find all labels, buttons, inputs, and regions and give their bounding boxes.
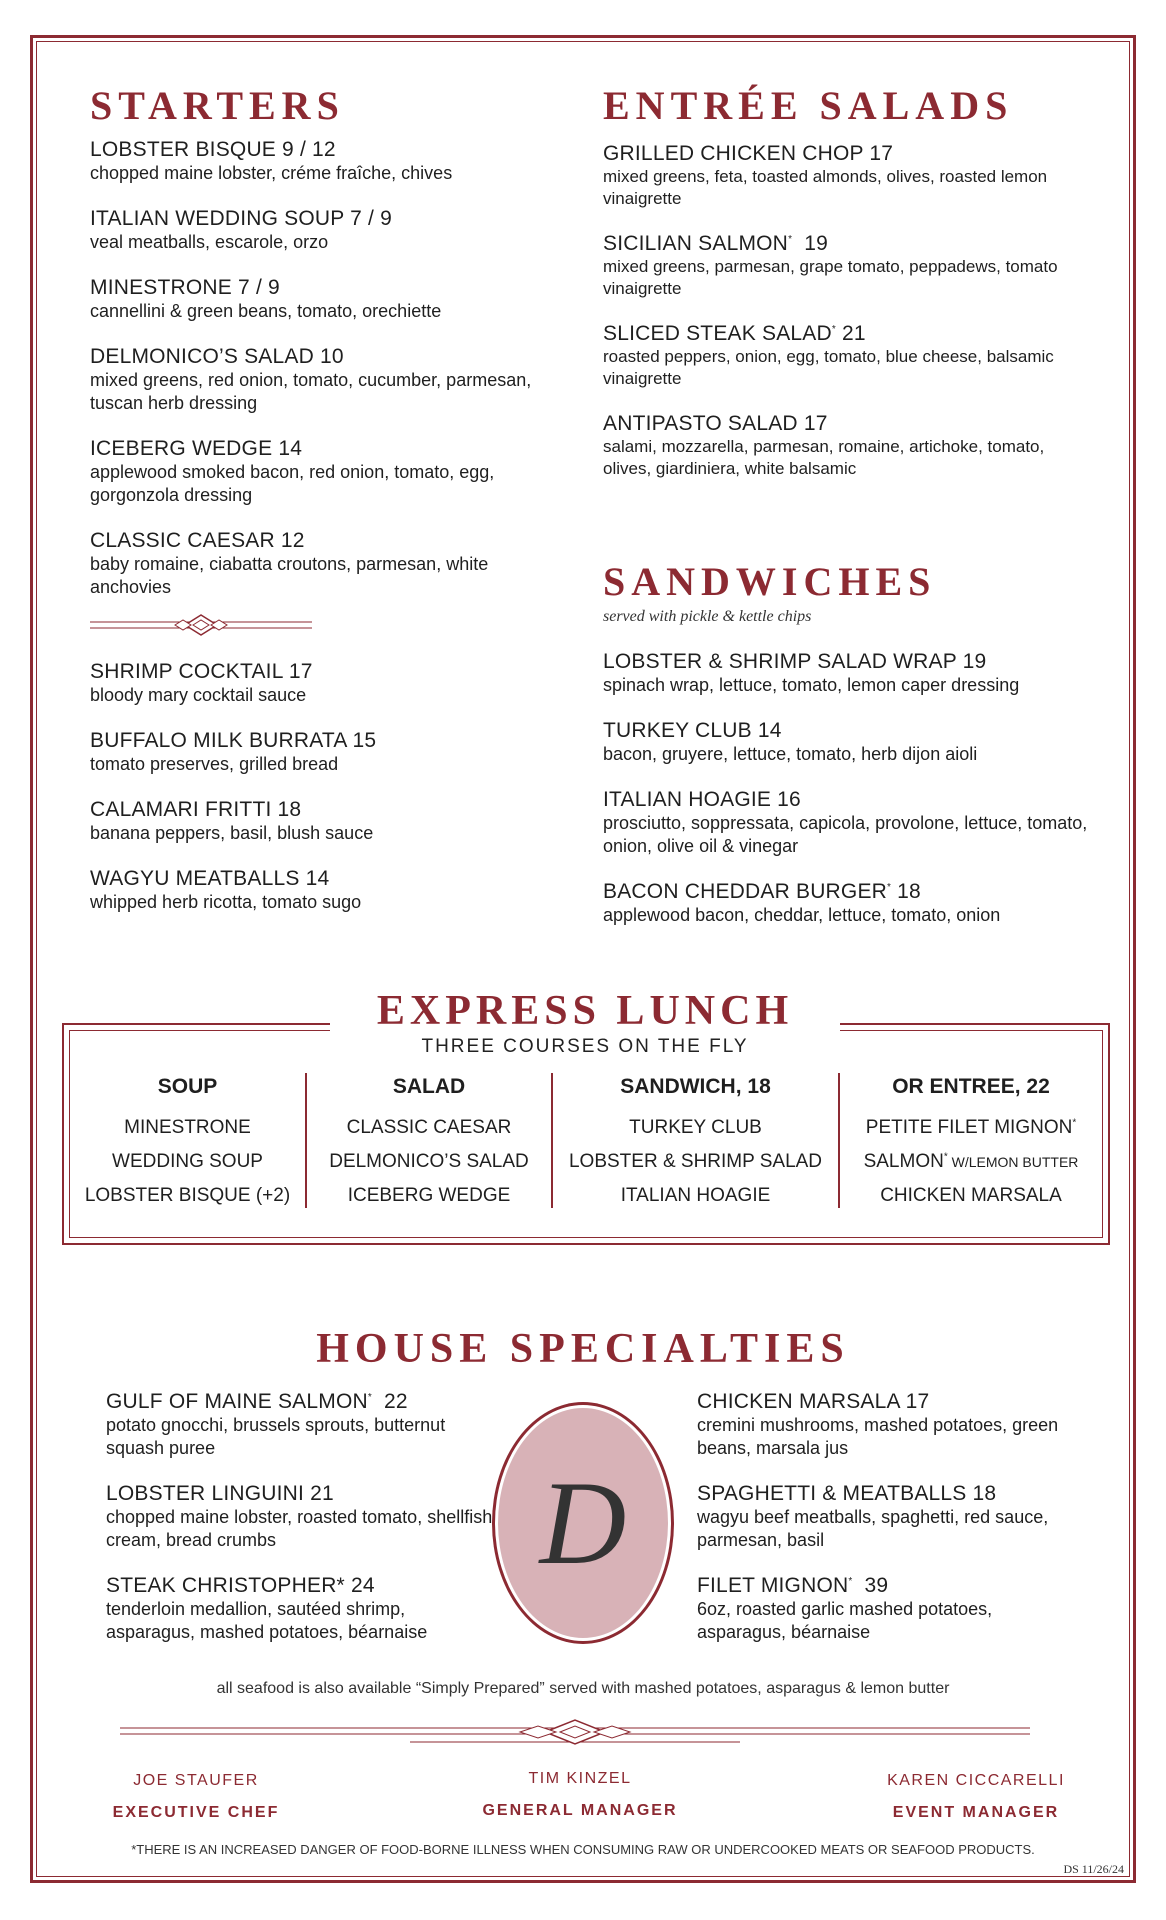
menu-item-description: salami, mozzarella, parmesan, romaine, artichoke, tomato, olives, giardiniera, white balsamic xyxy=(603,437,1045,478)
asterisk-mark: * xyxy=(887,882,892,893)
menu-item-name: CHICKEN MARSALA 17 xyxy=(697,1390,930,1413)
entree-salads-title: ENTRÉE SALADS xyxy=(603,83,1014,128)
menu-item-description: mixed greens, feta, toasted almonds, olives, roasted lemon vinaigrette xyxy=(603,167,1048,208)
menu-item-name: GRILLED CHICKEN CHOP 17 xyxy=(603,142,894,165)
express-option: ICEBERG WEDGE xyxy=(347,1185,511,1206)
menu-item-name: LOBSTER LINGUINI 21 xyxy=(106,1482,334,1505)
menu-item xyxy=(603,788,1103,858)
express-salad-column xyxy=(307,1075,551,1213)
staff-name: JOE STAUFER xyxy=(133,1772,259,1789)
express-option-text: PETITE FILET MIGNON xyxy=(865,1117,1073,1138)
menu-item-name: WAGYU MEATBALLS 14 xyxy=(90,867,330,890)
menu-item-description: applewood bacon, cheddar, lettuce, tomato, onion xyxy=(603,905,1001,925)
menu-item-description: chopped maine lobster, créme fraîche, chives xyxy=(90,163,453,183)
staff-name: KAREN CICCARELLI xyxy=(887,1772,1065,1789)
menu-item-description: banana peppers, basil, blush sauce xyxy=(90,823,374,843)
ornament-divider xyxy=(90,612,312,638)
sandwiches-subtitle: served with pickle & kettle chips xyxy=(603,608,812,625)
asterisk-mark: * xyxy=(943,1151,948,1163)
starters-section xyxy=(90,83,560,621)
menu-item-name: ITALIAN WEDDING SOUP 7 / 9 xyxy=(90,207,392,230)
express-option: LOBSTER & SHRIMP SALAD xyxy=(568,1151,823,1172)
delmonicos-logo xyxy=(495,1405,671,1641)
express-option: TURKEY CLUB xyxy=(629,1117,762,1138)
menu-item-name: LOBSTER & SHRIMP SALAD WRAP 19 xyxy=(603,650,987,673)
asterisk-mark: * xyxy=(1072,1117,1077,1129)
express-option-text: SALMON xyxy=(863,1151,944,1172)
menu-item xyxy=(106,1574,496,1644)
menu-item xyxy=(603,719,1103,766)
menu-item-name: SPAGHETTI & MEATBALLS 18 xyxy=(697,1482,997,1505)
menu-item xyxy=(697,1574,1077,1644)
menu-item xyxy=(697,1390,1077,1460)
menu-item-description: tomato preserves, grilled bread xyxy=(90,754,339,774)
asterisk-mark: * xyxy=(367,1392,372,1403)
menu-item-description: 6oz, roasted garlic mashed potatoes, asparagus, béarnaise xyxy=(697,1599,993,1642)
menu-item-description: bacon, gruyere, lettuce, tomato, herb dijon aioli xyxy=(603,744,978,764)
menu-item xyxy=(106,1482,496,1552)
menu-item-name: CALAMARI FRITTI 18 xyxy=(90,798,302,821)
express-option: CLASSIC CAESAR xyxy=(346,1117,512,1138)
starters-section-2 xyxy=(90,660,560,936)
menu-item xyxy=(603,322,1083,390)
staff-role: EVENT MANAGER xyxy=(892,1804,1060,1821)
staff-member xyxy=(76,1772,316,1822)
menu-item-description: cannellini & green beans, tomato, orechiette xyxy=(90,301,442,321)
menu-item-description: chopped maine lobster, roasted tomato, shellfish cream, bread crumbs xyxy=(106,1507,493,1550)
menu-item-description: prosciutto, soppressata, capicola, provolone, lettuce, tomato, onion, olive oil & vinegar xyxy=(603,813,1088,856)
menu-item xyxy=(90,798,560,845)
menu-item-name: TURKEY CLUB 14 xyxy=(603,719,782,742)
menu-item-name: FILET MIGNON* 39 xyxy=(697,1574,889,1597)
express-option: ITALIAN HOAGIE xyxy=(620,1185,771,1206)
food-safety-disclaimer: *THERE IS AN INCREASED DANGER OF FOOD-BORNE ILLNESS WHEN CONSUMING RAW OR UNDERCOOKED MEATS OR SEAFOOD PRODUCTS. xyxy=(131,1842,1035,1857)
menu-item xyxy=(90,207,560,254)
staff-role: GENERAL MANAGER xyxy=(482,1802,678,1819)
menu-item-name: SHRIMP COCKTAIL 17 xyxy=(90,660,313,683)
asterisk-mark: * xyxy=(848,1576,853,1587)
menu-item-name: SLICED STEAK SALAD* 21 xyxy=(603,322,866,345)
sandwiches-section xyxy=(603,559,1103,949)
ornament-divider-wide xyxy=(120,1718,1030,1754)
express-soup-head: SOUP xyxy=(157,1075,218,1098)
menu-item-name: SICILIAN SALMON* 19 xyxy=(603,232,828,255)
express-soup-column xyxy=(70,1075,305,1213)
menu-item-name: ITALIAN HOAGIE 16 xyxy=(603,788,801,811)
menu-item xyxy=(106,1390,496,1460)
express-option: MINESTRONE xyxy=(124,1117,251,1138)
menu-item xyxy=(90,729,560,776)
menu-item xyxy=(603,650,1103,697)
menu-item-description: mixed greens, parmesan, grape tomato, peppadews, tomato vinaigrette xyxy=(603,257,1058,298)
menu-item-description: spinach wrap, lettuce, tomato, lemon caper dressing xyxy=(603,675,1020,695)
menu-item-name: BACON CHEDDAR BURGER* 18 xyxy=(603,880,921,903)
menu-item-description: potato gnocchi, brussels sprouts, butternut squash puree xyxy=(106,1415,446,1458)
specialties-left xyxy=(106,1390,496,1666)
menu-item-name: ICEBERG WEDGE 14 xyxy=(90,437,303,460)
express-salad-head: SALAD xyxy=(392,1075,466,1098)
menu-item xyxy=(603,412,1083,480)
express-sandwich-head: SANDWICH, 18 xyxy=(620,1075,771,1098)
staff-member xyxy=(460,1770,700,1820)
menu-item-name: DELMONICO’S SALAD 10 xyxy=(90,345,344,368)
menu-item xyxy=(90,276,560,323)
menu-item-name: GULF OF MAINE SALMON* 22 xyxy=(106,1390,408,1413)
menu-item-description: bloody mary cocktail sauce xyxy=(90,685,307,705)
staff-member xyxy=(856,1772,1096,1822)
menu-item-name: ANTIPASTO SALAD 17 xyxy=(603,412,828,435)
express-lunch-header xyxy=(330,990,840,1058)
express-entree-head: OR ENTREE, 22 xyxy=(892,1075,1050,1098)
menu-item xyxy=(697,1482,1077,1552)
menu-item xyxy=(603,232,1083,300)
staff-name: TIM KINZEL xyxy=(528,1770,632,1787)
express-lunch-title: EXPRESS LUNCH xyxy=(376,988,794,1034)
menu-item-description: baby romaine, ciabatta croutons, parmesan, white anchovies xyxy=(90,554,489,597)
house-specialties-title: HOUSE SPECIALTIES xyxy=(316,1326,850,1372)
menu-item-description: roasted peppers, onion, egg, tomato, blue cheese, balsamic vinaigrette xyxy=(603,347,1054,388)
menu-item-description: cremini mushrooms, mashed potatoes, green beans, marsala jus xyxy=(697,1415,1059,1458)
menu-item-name: BUFFALO MILK BURRATA 15 xyxy=(90,729,377,752)
express-entree-column xyxy=(840,1075,1102,1213)
express-option: WEDDING SOUP xyxy=(112,1151,263,1172)
express-option xyxy=(840,1111,1102,1145)
express-option-note: W/LEMON BUTTER xyxy=(947,1154,1079,1170)
staff-role: EXECUTIVE CHEF xyxy=(112,1804,280,1821)
menu-item xyxy=(90,660,560,707)
menu-item-description: applewood smoked bacon, red onion, tomato, egg, gorgonzola dressing xyxy=(90,462,495,505)
menu-item-description: tenderloin medallion, sautéed shrimp, asparagus, mashed potatoes, béarnaise xyxy=(106,1599,428,1642)
menu-item xyxy=(603,142,1083,210)
express-option: DELMONICO’S SALAD xyxy=(329,1151,529,1172)
menu-item xyxy=(90,529,560,599)
menu-item-description: veal meatballs, escarole, orzo xyxy=(90,232,329,252)
asterisk-mark: * xyxy=(831,324,836,335)
specialties-right xyxy=(697,1390,1077,1666)
menu-item-name: LOBSTER BISQUE 9 / 12 xyxy=(90,138,336,161)
menu-item xyxy=(603,880,1103,927)
menu-item-name: STEAK CHRISTOPHER* 24 xyxy=(106,1574,375,1597)
menu-item-name: MINESTRONE 7 / 9 xyxy=(90,276,280,299)
menu-item-description: whipped herb ricotta, tomato sugo xyxy=(90,892,362,912)
starters-title: STARTERS xyxy=(90,83,345,128)
menu-item xyxy=(90,437,560,507)
logo-letter: D xyxy=(539,1456,627,1589)
date-code: DS 11/26/24 xyxy=(1063,1862,1124,1876)
express-option: LOBSTER BISQUE (+2) xyxy=(84,1185,291,1206)
menu-item-description: wagyu beef meatballs, spaghetti, red sauce, parmesan, basil xyxy=(697,1507,1049,1550)
asterisk-mark: * xyxy=(788,234,793,245)
menu-item xyxy=(90,138,560,185)
express-option xyxy=(840,1145,1102,1179)
express-sandwich-column xyxy=(553,1075,838,1213)
express-option: CHICKEN MARSALA xyxy=(880,1185,1062,1206)
menu-item-description: mixed greens, red onion, tomato, cucumber, parmesan, tuscan herb dressing xyxy=(90,370,532,413)
menu-item-name: CLASSIC CAESAR 12 xyxy=(90,529,305,552)
menu-item xyxy=(90,345,560,415)
seafood-note: all seafood is also available “Simply Prepared” served with mashed potatoes, asparagus & lemon butter xyxy=(216,1680,950,1697)
express-lunch-subtitle: THREE COURSES ON THE FLY xyxy=(421,1036,749,1057)
menu-item xyxy=(90,867,560,914)
entree-salads-section xyxy=(603,83,1083,502)
sandwiches-title: SANDWICHES xyxy=(603,559,937,604)
